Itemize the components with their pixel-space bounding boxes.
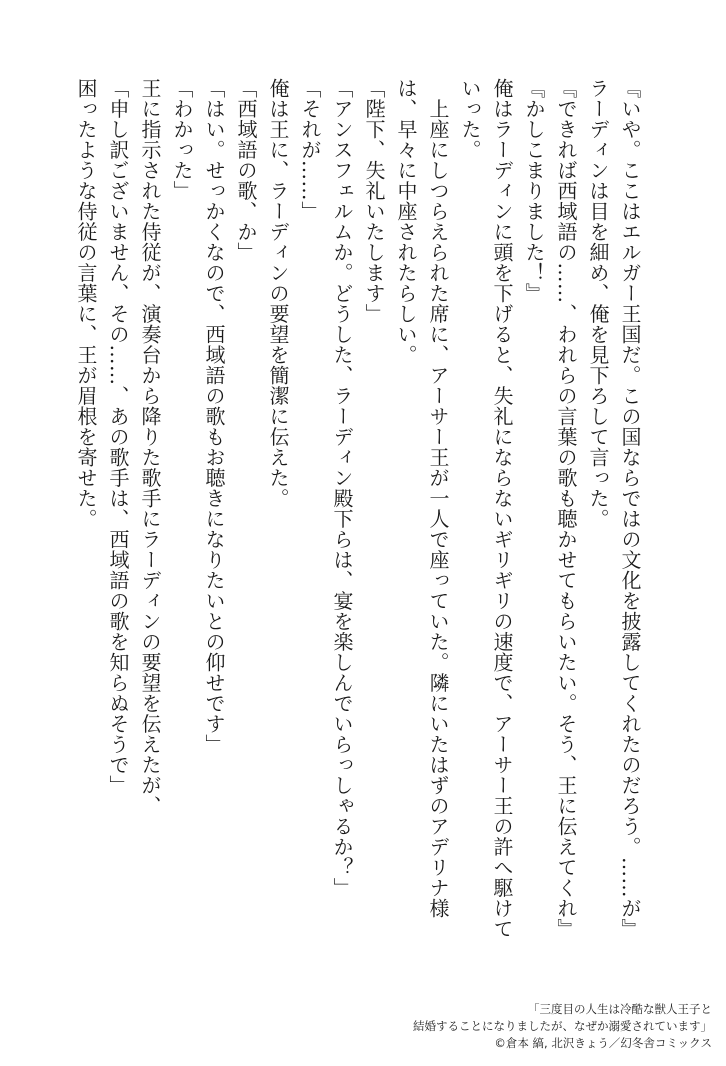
text-line: 「西域語の歌、か」: [234, 78, 258, 263]
text-line: 王に指示された侍従が、演奏台から降りた歌手にラーディンの要望を伝えたが、: [138, 78, 162, 816]
text-line: 上座にしつらえられた席に、アーサー王が一人で座っていた。隣にいたはずのアデリナ様は、早々に中座されたらしい。: [394, 78, 450, 919]
text-line: 俺は王に、ラーディンの要望を簡潔に伝えた。: [266, 78, 290, 509]
text-line: 「はい。せっかくなので、西域語の歌もお聴きになりたいとの仰せです」: [202, 78, 226, 755]
copyright-credit: [413, 1001, 712, 1052]
text-line: 『かしこまりました！』: [522, 78, 546, 304]
text-line: 「アンスフェルムか。どうした、ラーディン殿下らは、宴を楽しんでいらっしゃるか？」: [330, 78, 354, 898]
credit-title-line-2: 結婚することになりましたが、なぜか溺愛されています」: [413, 1019, 712, 1033]
text-line: 「陛下、失礼いたします」: [362, 78, 386, 324]
vertical-text-body: [70, 78, 646, 958]
text-line: 『できれば西域語の……、われらの言葉の歌も聴かせてもらいたい。そう、王に伝えてくれ』: [554, 78, 578, 939]
credit-copyright: ©倉本 縞, 北沢きょう／幻冬舎コミックス: [494, 1036, 712, 1050]
text-line: 「わかった」: [170, 78, 194, 201]
text-line: 「それが……」: [298, 78, 322, 222]
credit-title-line-1: 「三度目の人生は冷酷な獣人王子と: [528, 1002, 712, 1016]
text-line: 困ったような侍従の言葉に、王が眉根を寄せた。: [74, 78, 98, 529]
text-line: ラーディンは目を細め、俺を見下ろして言った。: [586, 78, 610, 529]
text-line: 「申し訳ございません、その……、あの歌手は、西域語の歌を知らぬそうで」: [106, 78, 130, 796]
text-line: 俺はラーディンに頭を下げると、失礼にならないギリギリの速度で、アーサー王の許へ駆けていった。: [458, 78, 514, 939]
text-line: 『いや。ここはエルガー王国だ。この国ならではの文化を披露してくれたのだろう。……が』: [618, 78, 642, 939]
